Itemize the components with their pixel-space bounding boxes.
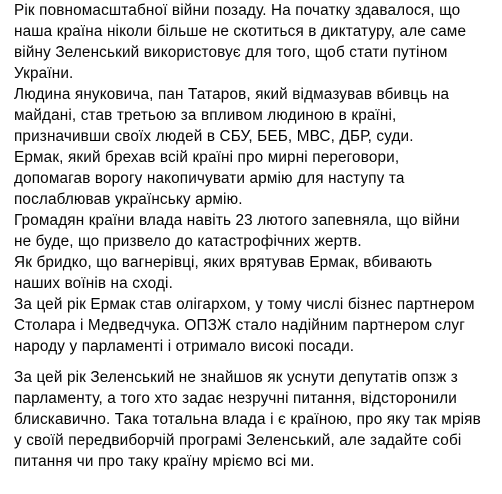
text-line: послаблював українську армію. [14, 191, 243, 208]
text-line: блискавично. Така тотальна влада і є країною, про яку так мріяв [14, 411, 481, 428]
text-line: не буде, що призвело до катастрофічних жертв. [14, 233, 362, 250]
text-line: Ермак, який брехав всій країні про мирні переговори, [14, 149, 400, 166]
text-line: війну Зеленський використовує для того, щоб стати путіном [14, 44, 448, 61]
text-line: Людина януковича, пан Татаров, який відмазував вбивць на [14, 86, 450, 103]
text-line: наших воїнів на сході. [14, 275, 173, 292]
text-line: наша країна ніколи більше не скотиться в диктатуру, але саме [14, 23, 467, 40]
paragraph-ermak-negotiations [14, 147, 498, 210]
text-line: За цей рік Зеленський не знайшов як уснути депутатів опзж з [14, 369, 458, 386]
paragraph-tatarov [14, 84, 498, 147]
paragraph-oligarch [14, 294, 498, 357]
text-line: у своїй передвиборчій програмі Зеленський, але задайте собі [14, 432, 462, 449]
text-line: Столара і Медведчука. ОПЗЖ стало надійним партнером слуг [14, 317, 465, 334]
paragraph-conclusion [14, 367, 498, 472]
text-line: Рік повномасштабної війни позаду. На початку здавалося, що [14, 2, 461, 19]
paragraph-february-23 [14, 210, 498, 252]
text-line: парламенту, а того хто задає незручні питання, відсторонили [14, 390, 457, 407]
text-line: За цей рік Ермак став олігархом, у тому числі бізнес партнером [14, 296, 475, 313]
text-line: народу у парламенті і отримало високі посади. [14, 338, 355, 355]
text-line: призначивши своїх людей в СБУ, БЕБ, МВС, ДБР, суди. [14, 128, 414, 145]
text-line: України. [14, 65, 74, 82]
text-line: майдані, став третьою за впливом людиною в країні, [14, 107, 397, 124]
text-line: Як бридко, що вагнерівці, яких врятував Ермак, вбивають [14, 254, 433, 271]
paragraph-wagner [14, 252, 498, 294]
text-line: допомагав ворогу накопичувати армію для наступу та [14, 170, 405, 187]
text-line: Громадян країни влада навіть 23 лютого запевняла, що війни [14, 212, 460, 229]
text-line: питання чи про таку країну мріємо всі ми. [14, 453, 315, 470]
paragraph-intro [14, 0, 498, 84]
